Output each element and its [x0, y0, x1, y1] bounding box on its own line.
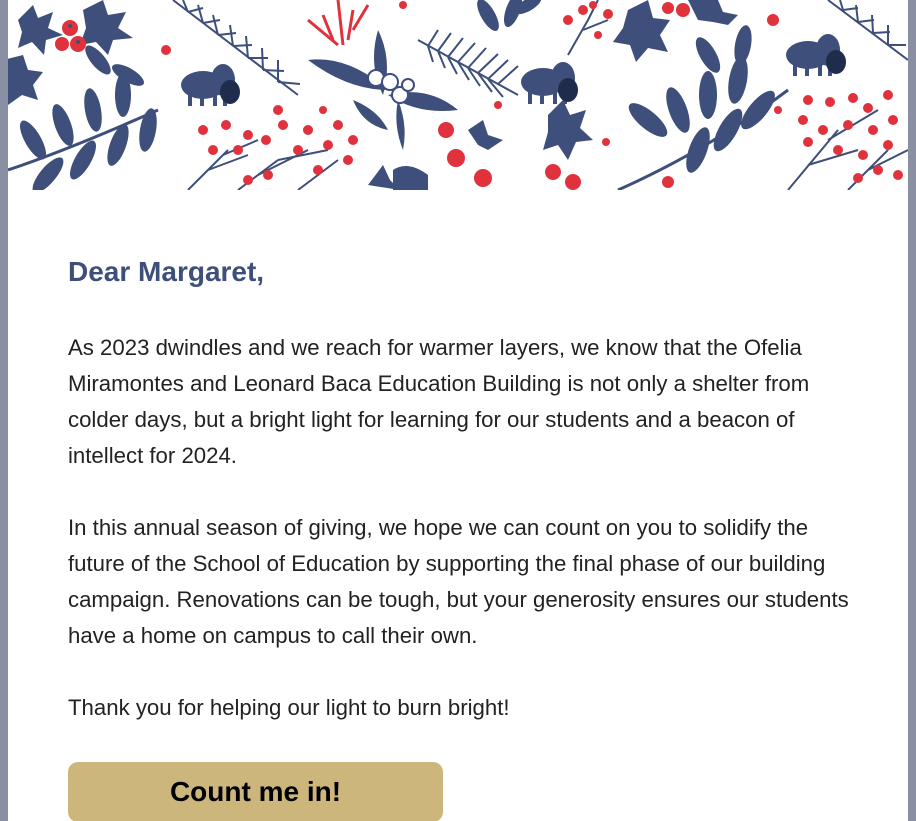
body-paragraph-3: Thank you for helping our light to burn bright! — [68, 695, 510, 720]
count-me-in-button[interactable]: Count me in! — [68, 762, 443, 821]
email-body — [8, 0, 908, 821]
body-paragraph-2: In this annual season of giving, we hope we can count on you to solidify the future of the School of Education by supporting the final phase of our building campaign. Renovations can be tough, but your generosity ensures our students have a home on campus to call their own. — [68, 515, 849, 648]
holiday-pattern-illustration — [8, 0, 908, 190]
greeting-heading: Dear Margaret, — [68, 256, 265, 287]
letter-content — [68, 248, 858, 821]
holiday-banner — [8, 0, 908, 190]
body-paragraph-1: As 2023 dwindles and we reach for warmer layers, we know that the Ofelia Miramontes and Leonard Baca Education Building is not only a shelter from colder days, but a bright light for learning for our students and a beacon of intellect for 2024. — [68, 335, 810, 468]
